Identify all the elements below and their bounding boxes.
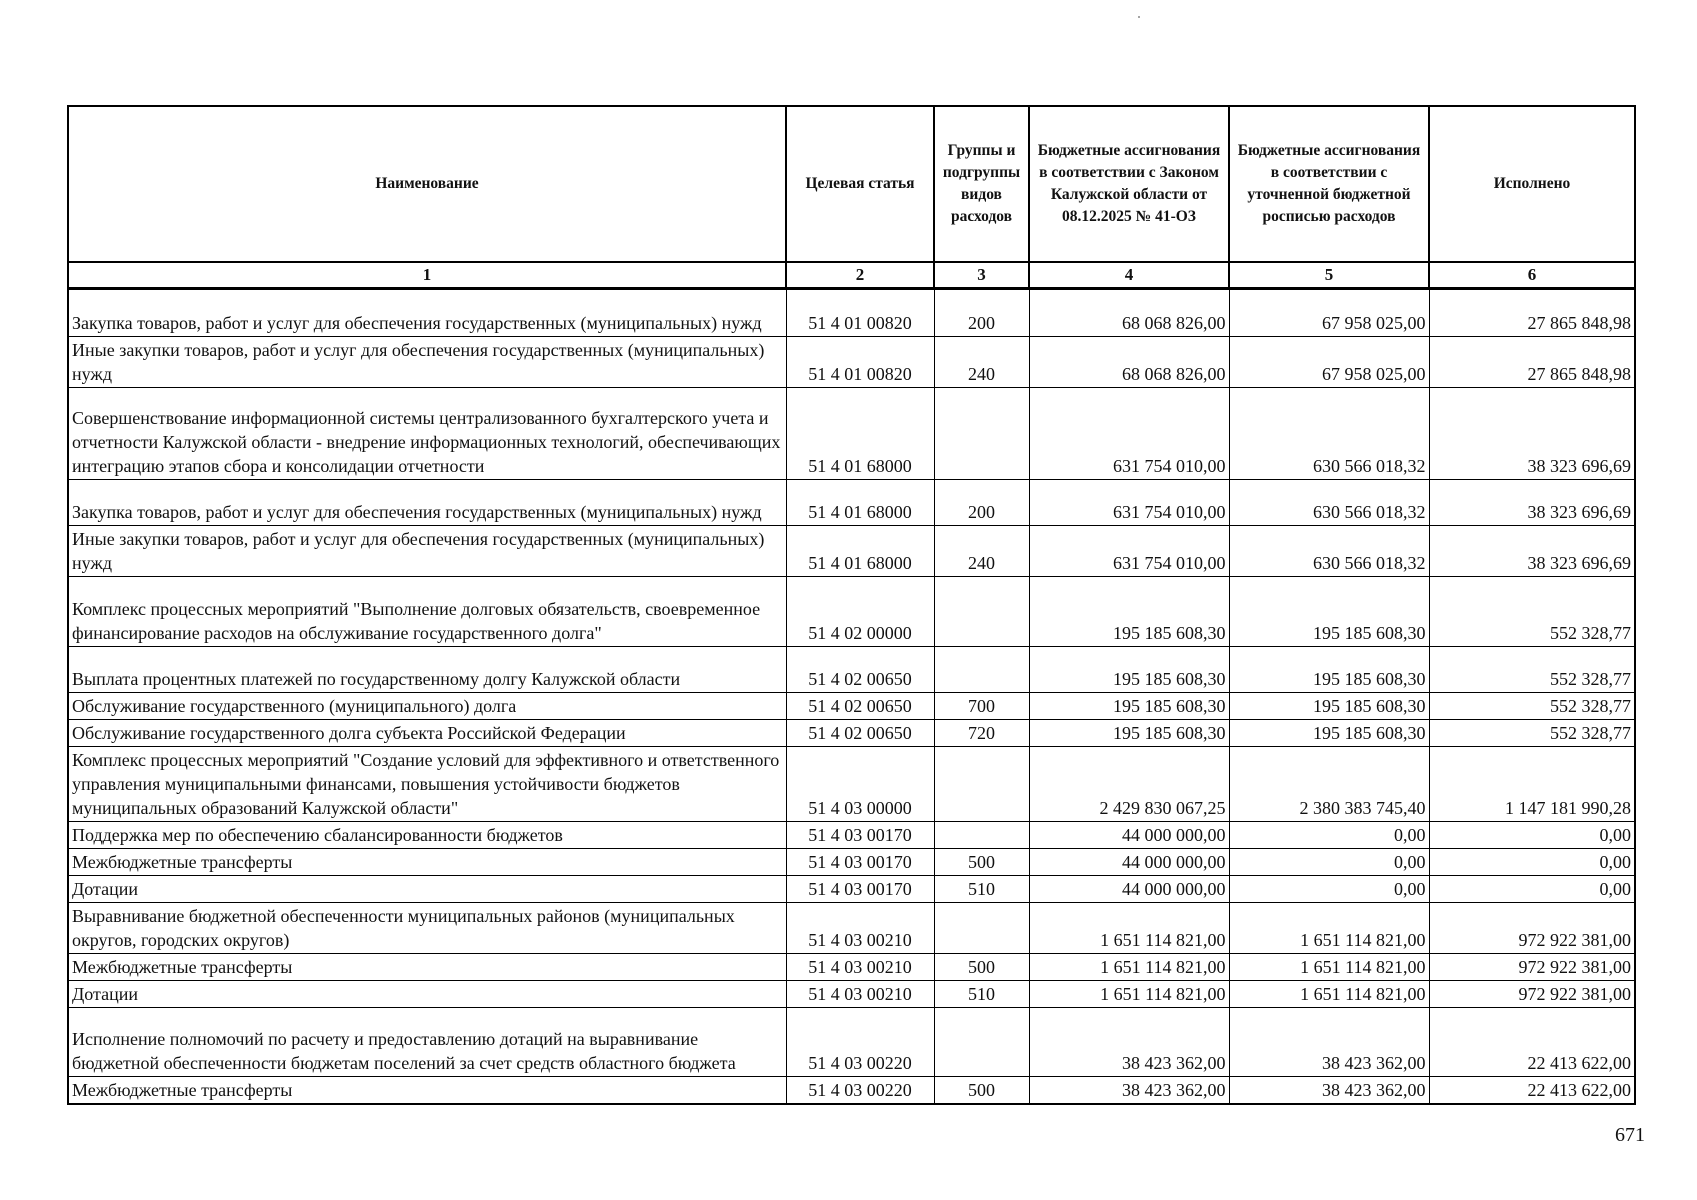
row-law-amount: 44 000 000,00 (1029, 822, 1229, 849)
row-name: Обслуживание государственного (муниципального) долга (68, 693, 786, 720)
column-number: 2 (786, 262, 934, 289)
row-law-amount: 68 068 826,00 (1029, 337, 1229, 388)
row-target-article: 51 4 01 68000 (786, 480, 934, 526)
row-name: Выравнивание бюджетной обеспеченности муниципальных районов (муниципальных округов, городских округов) (68, 903, 786, 954)
row-law-amount: 631 754 010,00 (1029, 388, 1229, 480)
row-refined-amount: 1 651 114 821,00 (1229, 903, 1429, 954)
row-expense-group: 510 (934, 981, 1029, 1008)
row-executed-amount: 552 328,77 (1429, 720, 1635, 747)
row-law-amount: 195 185 608,30 (1029, 647, 1229, 693)
table-row (68, 289, 1635, 337)
row-expense-group (934, 903, 1029, 954)
row-executed-amount: 552 328,77 (1429, 577, 1635, 647)
row-refined-amount: 0,00 (1229, 876, 1429, 903)
row-executed-amount: 0,00 (1429, 822, 1635, 849)
row-refined-amount: 67 958 025,00 (1229, 289, 1429, 337)
row-name: Закупка товаров, работ и услуг для обеспечения государственных (муниципальных) нужд (68, 289, 786, 337)
row-name: Дотации (68, 981, 786, 1008)
row-executed-amount: 38 323 696,69 (1429, 480, 1635, 526)
row-expense-group: 500 (934, 954, 1029, 981)
column-number: 1 (68, 262, 786, 289)
table-row (68, 647, 1635, 693)
table-row (68, 981, 1635, 1008)
row-law-amount: 1 651 114 821,00 (1029, 954, 1229, 981)
table-row (68, 954, 1635, 981)
row-law-amount: 44 000 000,00 (1029, 876, 1229, 903)
row-expense-group (934, 388, 1029, 480)
row-name: Дотации (68, 876, 786, 903)
table-row (68, 388, 1635, 480)
row-expense-group (934, 647, 1029, 693)
row-name: Иные закупки товаров, работ и услуг для обеспечения государственных (муниципальных) нужд (68, 337, 786, 388)
row-expense-group: 700 (934, 693, 1029, 720)
row-law-amount: 68 068 826,00 (1029, 289, 1229, 337)
row-target-article: 51 4 03 00170 (786, 876, 934, 903)
row-target-article: 51 4 03 00170 (786, 849, 934, 876)
row-law-amount: 38 423 362,00 (1029, 1077, 1229, 1105)
row-target-article: 51 4 02 00650 (786, 693, 934, 720)
row-law-amount: 631 754 010,00 (1029, 480, 1229, 526)
row-target-article: 51 4 03 00210 (786, 954, 934, 981)
row-refined-amount: 630 566 018,32 (1229, 388, 1429, 480)
row-executed-amount: 27 865 848,98 (1429, 289, 1635, 337)
row-law-amount: 195 185 608,30 (1029, 577, 1229, 647)
row-executed-amount: 972 922 381,00 (1429, 903, 1635, 954)
row-expense-group (934, 1008, 1029, 1077)
header-law-allocations: Бюджетные ассигнования в соответствии с Законом Калужской области от 08.12.2025 № 41-ОЗ (1029, 106, 1229, 262)
row-executed-amount: 38 323 696,69 (1429, 526, 1635, 577)
row-refined-amount: 195 185 608,30 (1229, 647, 1429, 693)
row-executed-amount: 1 147 181 990,28 (1429, 747, 1635, 822)
table-row (68, 480, 1635, 526)
row-expense-group: 720 (934, 720, 1029, 747)
row-refined-amount: 67 958 025,00 (1229, 337, 1429, 388)
column-numbers-row (68, 262, 1635, 289)
header-refined-allocations: Бюджетные ассигнования в соответствии с уточненной бюджетной росписью расходов (1229, 106, 1429, 262)
row-executed-amount: 27 865 848,98 (1429, 337, 1635, 388)
row-name: Иные закупки товаров, работ и услуг для обеспечения государственных (муниципальных) нужд (68, 526, 786, 577)
row-expense-group: 240 (934, 526, 1029, 577)
row-target-article: 51 4 03 00210 (786, 903, 934, 954)
row-expense-group (934, 747, 1029, 822)
row-refined-amount: 38 423 362,00 (1229, 1077, 1429, 1105)
row-refined-amount: 1 651 114 821,00 (1229, 954, 1429, 981)
row-target-article: 51 4 01 68000 (786, 526, 934, 577)
row-name: Межбюджетные трансферты (68, 1077, 786, 1105)
row-target-article: 51 4 03 00000 (786, 747, 934, 822)
table-row (68, 747, 1635, 822)
row-law-amount: 38 423 362,00 (1029, 1008, 1229, 1077)
row-target-article: 51 4 02 00650 (786, 647, 934, 693)
row-executed-amount: 22 413 622,00 (1429, 1008, 1635, 1077)
row-law-amount: 1 651 114 821,00 (1029, 981, 1229, 1008)
row-expense-group: 500 (934, 1077, 1029, 1105)
row-target-article: 51 4 03 00170 (786, 822, 934, 849)
row-name: Межбюджетные трансферты (68, 954, 786, 981)
table-row (68, 822, 1635, 849)
row-name: Обслуживание государственного долга субъекта Российской Федерации (68, 720, 786, 747)
table-row (68, 876, 1635, 903)
row-expense-group: 200 (934, 289, 1029, 337)
row-executed-amount: 552 328,77 (1429, 647, 1635, 693)
table-row (68, 903, 1635, 954)
row-executed-amount: 22 413 622,00 (1429, 1077, 1635, 1105)
scan-speck (1138, 16, 1140, 18)
row-expense-group: 200 (934, 480, 1029, 526)
row-target-article: 51 4 03 00220 (786, 1008, 934, 1077)
table-row (68, 526, 1635, 577)
row-name: Выплата процентных платежей по государственному долгу Калужской области (68, 647, 786, 693)
row-executed-amount: 38 323 696,69 (1429, 388, 1635, 480)
table-row (68, 337, 1635, 388)
column-number: 6 (1429, 262, 1635, 289)
table-row (68, 849, 1635, 876)
row-name: Поддержка мер по обеспечению сбалансированности бюджетов (68, 822, 786, 849)
row-refined-amount: 0,00 (1229, 849, 1429, 876)
row-law-amount: 195 185 608,30 (1029, 693, 1229, 720)
row-expense-group: 500 (934, 849, 1029, 876)
row-refined-amount: 630 566 018,32 (1229, 480, 1429, 526)
row-refined-amount: 38 423 362,00 (1229, 1008, 1429, 1077)
row-executed-amount: 552 328,77 (1429, 693, 1635, 720)
table-row (68, 1008, 1635, 1077)
header-executed: Исполнено (1429, 106, 1635, 262)
header-target-article: Целевая статья (786, 106, 934, 262)
row-refined-amount: 195 185 608,30 (1229, 720, 1429, 747)
row-law-amount: 44 000 000,00 (1029, 849, 1229, 876)
row-target-article: 51 4 01 68000 (786, 388, 934, 480)
row-executed-amount: 972 922 381,00 (1429, 954, 1635, 981)
table-row (68, 720, 1635, 747)
row-law-amount: 2 429 830 067,25 (1029, 747, 1229, 822)
header-row (68, 106, 1635, 262)
row-refined-amount: 195 185 608,30 (1229, 577, 1429, 647)
table-row (68, 693, 1635, 720)
row-refined-amount: 2 380 383 745,40 (1229, 747, 1429, 822)
row-law-amount: 631 754 010,00 (1029, 526, 1229, 577)
table-row (68, 1077, 1635, 1105)
budget-table-container (67, 105, 1634, 1105)
row-refined-amount: 0,00 (1229, 822, 1429, 849)
row-executed-amount: 0,00 (1429, 849, 1635, 876)
row-name: Комплекс процессных мероприятий "Создание условий для эффективного и ответственного управления муниципальными финансами, повышения устойчивости бюджетов муниципальных образований Калужской области" (68, 747, 786, 822)
row-expense-group (934, 822, 1029, 849)
row-name: Межбюджетные трансферты (68, 849, 786, 876)
row-name: Исполнение полномочий по расчету и предоставлению дотаций на выравнивание бюджетной обеспеченности бюджетам поселений за счет средств областного бюджета (68, 1008, 786, 1077)
row-law-amount: 1 651 114 821,00 (1029, 903, 1229, 954)
row-name: Комплекс процессных мероприятий "Выполнение долговых обязательств, своевременное финансирование расходов на обслуживание государственного долга" (68, 577, 786, 647)
row-target-article: 51 4 01 00820 (786, 337, 934, 388)
row-law-amount: 195 185 608,30 (1029, 720, 1229, 747)
table-body (68, 289, 1635, 1105)
row-refined-amount: 195 185 608,30 (1229, 693, 1429, 720)
column-number: 3 (934, 262, 1029, 289)
row-expense-group: 510 (934, 876, 1029, 903)
row-expense-group (934, 577, 1029, 647)
column-number: 5 (1229, 262, 1429, 289)
row-target-article: 51 4 03 00210 (786, 981, 934, 1008)
row-executed-amount: 0,00 (1429, 876, 1635, 903)
row-name: Совершенствование информационной системы централизованного бухгалтерского учета и отчетности Калужской области - внедрение информационных технологий, обеспечивающих интеграцию этапов сбора и консолидации отчетности (68, 388, 786, 480)
budget-table (67, 105, 1636, 1105)
header-expense-groups: Группы и подгруппы видов расходов (934, 106, 1029, 262)
table-row (68, 577, 1635, 647)
row-target-article: 51 4 02 00000 (786, 577, 934, 647)
row-target-article: 51 4 02 00650 (786, 720, 934, 747)
column-number: 4 (1029, 262, 1229, 289)
row-name: Закупка товаров, работ и услуг для обеспечения государственных (муниципальных) нужд (68, 480, 786, 526)
row-refined-amount: 630 566 018,32 (1229, 526, 1429, 577)
row-executed-amount: 972 922 381,00 (1429, 981, 1635, 1008)
row-refined-amount: 1 651 114 821,00 (1229, 981, 1429, 1008)
page-number: 671 (1615, 1124, 1645, 1146)
row-target-article: 51 4 03 00220 (786, 1077, 934, 1105)
row-target-article: 51 4 01 00820 (786, 289, 934, 337)
header-name: Наименование (68, 106, 786, 262)
row-expense-group: 240 (934, 337, 1029, 388)
